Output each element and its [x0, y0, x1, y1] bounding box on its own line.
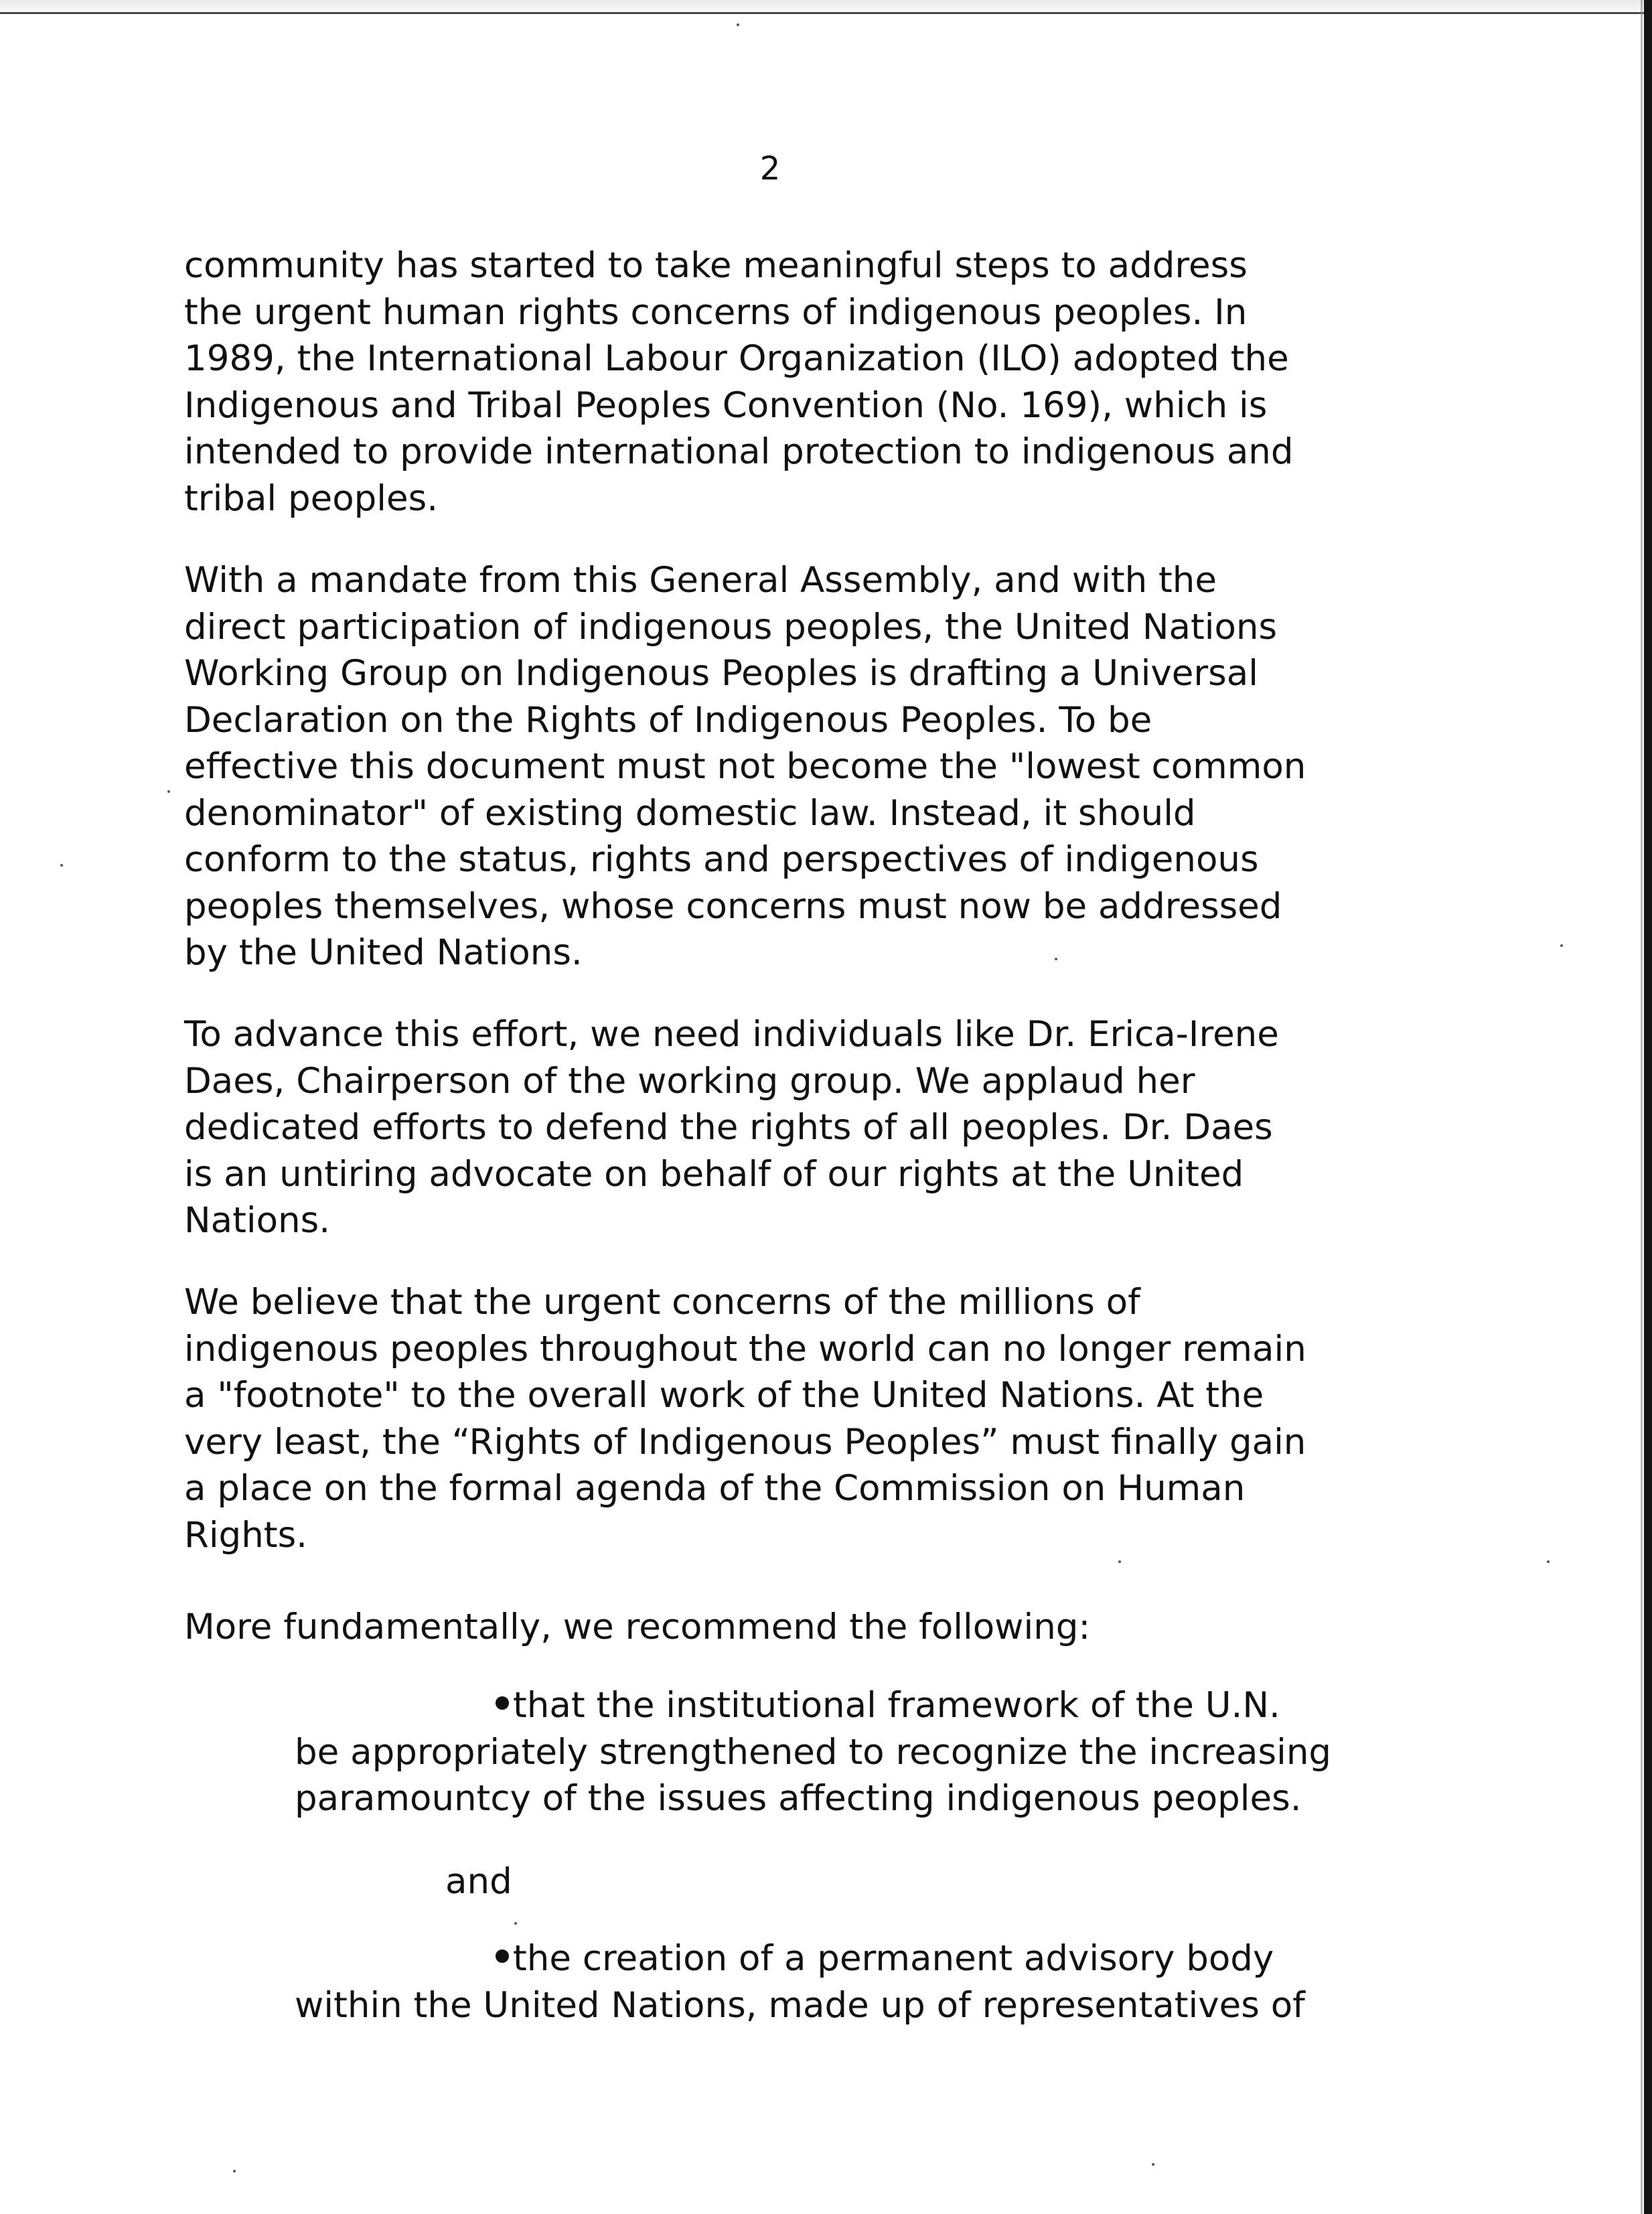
paragraph-line: We believe that the urgent concerns of the millions of [184, 1282, 1140, 1323]
scan-edge-right-shadow [1641, 0, 1643, 2214]
paragraph-line: Nations. [184, 1200, 331, 1241]
paragraph-line: Daes, Chairperson of the working group. We applaud her [184, 1060, 1195, 1102]
scan-speck [1055, 958, 1057, 960]
paragraph-line: intended to provide international protection to indigenous and [184, 431, 1294, 472]
scan-speck [1560, 944, 1563, 947]
paragraph-4 [184, 1279, 1410, 1558]
paragraph-line: a "footnote" to the overall work of the United Nations. At the [184, 1375, 1264, 1416]
scan-line-top [0, 12, 1647, 14]
paragraph-line: very least, the “Rights of Indigenous Peoples” must finally gain [184, 1421, 1306, 1463]
scan-edge-right [1644, 0, 1652, 2214]
scan-speck [233, 2170, 236, 2172]
bullet-icon [496, 1949, 509, 1963]
recommendation-text: that the institutional framework of the U.N. [513, 1685, 1280, 1726]
scan-speck [1118, 1560, 1121, 1563]
recommendation-line: be appropriately strengthened to recognize the increasing [295, 1731, 1332, 1773]
recommendation-2 [295, 1935, 1406, 2028]
paragraph-line: denominator" of existing domestic law. Instead, it should [184, 792, 1196, 834]
page-number: 2 [759, 150, 781, 188]
scan-speck [737, 23, 739, 26]
paragraph-line: 1989, the International Labour Organization (ILO) adopted the [184, 338, 1289, 379]
paragraph-line: Rights. [184, 1514, 308, 1556]
scan-speck [514, 1922, 517, 1925]
paragraph-line: More fundamentally, we recommend the following: [184, 1607, 1091, 1647]
paragraph-line: is an untiring advocate on behalf of our rights at the United [184, 1153, 1244, 1195]
paragraph-line: conform to the status, rights and perspectives of indigenous [184, 839, 1259, 880]
paragraph-line: a place on the formal agenda of the Commission on Human [184, 1468, 1246, 1509]
recommendation-1 [295, 1682, 1406, 1822]
paragraph-line: the urgent human rights concerns of indigenous peoples. In [184, 291, 1248, 333]
recommendation-line: within the United Nations, made up of representatives of [295, 1984, 1305, 2026]
paragraph-line: by the United Nations. [184, 932, 583, 973]
paragraph-line: indigenous peoples throughout the world can no longer remain [184, 1328, 1306, 1370]
paragraph-line: tribal peoples. [184, 477, 439, 519]
recommendation-line: paramountcy of the issues affecting indigenous peoples. [295, 1778, 1302, 1819]
paragraph-line: Working Group on Indigenous Peoples is drafting a Universal [184, 653, 1258, 694]
paragraph-line: To advance this effort, we need individuals like Dr. Erica-Irene [184, 1014, 1279, 1055]
scan-speck [60, 864, 63, 867]
paragraph-2 [184, 557, 1410, 976]
paragraph-1 [184, 242, 1410, 522]
scan-speck [167, 790, 170, 793]
paragraph-line: peoples themselves, whose concerns must now be addressed [184, 885, 1282, 927]
scan-speck [1152, 2163, 1154, 2166]
recommendation-first-line [295, 1935, 1406, 1982]
scan-speck [1547, 1560, 1550, 1563]
connector-and: and [445, 1861, 512, 1902]
paragraph-line: dedicated efforts to defend the rights of all peoples. Dr. Daes [184, 1107, 1273, 1148]
bullet-icon [496, 1696, 509, 1710]
paragraph-line: community has started to take meaningful steps to address [184, 245, 1248, 286]
paragraph-line: direct participation of indigenous peoples, the United Nations [184, 606, 1278, 648]
paragraph-5 [184, 1604, 1410, 1651]
paragraph-line: effective this document must not become the "lowest common [184, 746, 1306, 787]
paragraph-line: With a mandate from this General Assembly, and with the [184, 560, 1217, 601]
paragraph-line: Declaration on the Rights of Indigenous Peoples. To be [184, 699, 1152, 741]
recommendation-first-line [295, 1682, 1406, 1729]
paragraph-3 [184, 1011, 1410, 1244]
paragraph-line: Indigenous and Tribal Peoples Convention (No. 169), which is [184, 384, 1268, 426]
recommendation-text: the creation of a permanent advisory body [513, 1938, 1274, 1979]
